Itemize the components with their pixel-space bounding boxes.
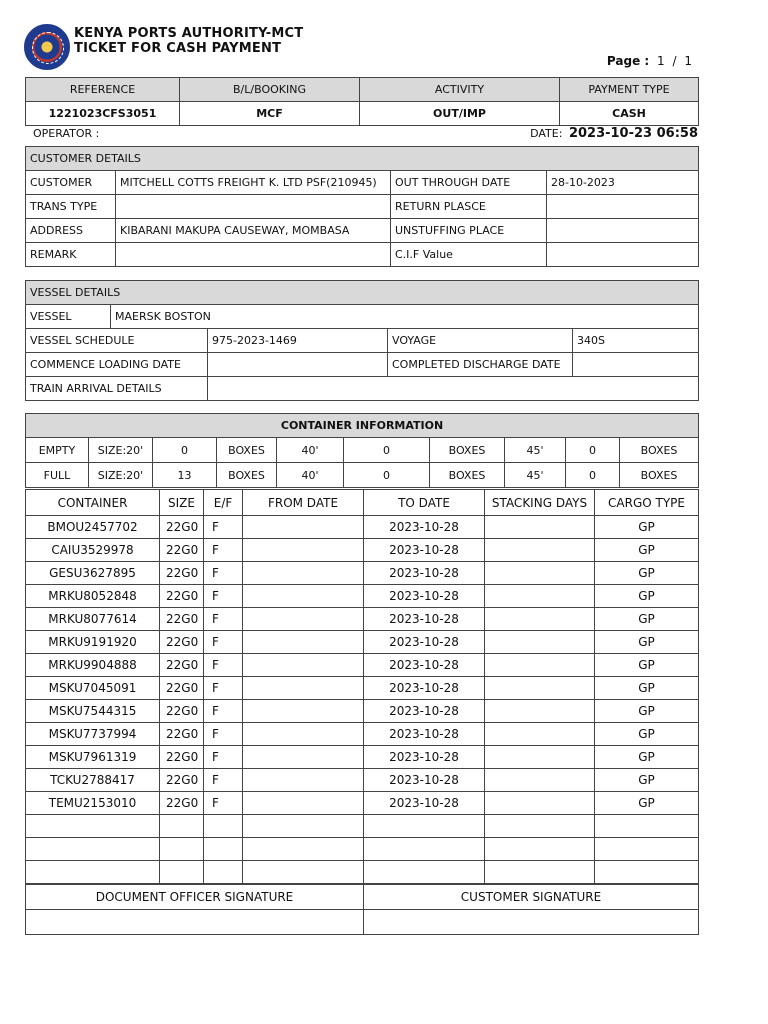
vessel-details-table xyxy=(25,280,699,401)
table-row xyxy=(26,539,699,562)
page-total: 1 xyxy=(684,54,692,68)
cif-value-label: C.I.F Value xyxy=(391,243,547,267)
container-number: MSKU7737994 xyxy=(26,723,160,746)
container-to-date: 2023-10-28 xyxy=(364,516,485,539)
container-number: MRKU9191920 xyxy=(26,631,160,654)
document-officer-signature-field[interactable] xyxy=(26,910,364,935)
container-size: 22G0 xyxy=(160,700,204,723)
container-size xyxy=(160,838,204,861)
completed-discharge-value xyxy=(573,353,699,377)
empty-type-label: EMPTY xyxy=(26,438,89,463)
container-list-table xyxy=(25,489,699,884)
table-row xyxy=(26,516,699,539)
full-boxes-label: BOXES xyxy=(620,463,699,488)
col-stacking-days: STACKING DAYS xyxy=(485,490,595,516)
table-row xyxy=(26,769,699,792)
date-label: DATE: xyxy=(530,127,563,140)
table-row xyxy=(26,562,699,585)
col-from-date: FROM DATE xyxy=(243,490,364,516)
container-number xyxy=(26,838,160,861)
out-through-date-value: 28-10-2023 xyxy=(547,171,699,195)
signature-table xyxy=(25,884,699,935)
container-cargo-type: GP xyxy=(595,746,699,769)
full-size40-label: 40' xyxy=(277,463,344,488)
vessel-value: MAERSK BOSTON xyxy=(111,305,699,329)
container-from-date xyxy=(243,585,364,608)
container-ef: F xyxy=(204,654,243,677)
out-through-date-label: OUT THROUGH DATE xyxy=(391,171,547,195)
reference-value: 1221023CFS3051 xyxy=(26,102,180,126)
container-ef: F xyxy=(204,608,243,631)
container-size: 22G0 xyxy=(160,723,204,746)
empty-count45: 0 xyxy=(566,438,620,463)
train-arrival-value xyxy=(208,377,699,401)
container-cargo-type: GP xyxy=(595,585,699,608)
container-info-summary-table xyxy=(25,413,699,488)
container-ef: F xyxy=(204,723,243,746)
container-ef: F xyxy=(204,562,243,585)
table-row xyxy=(26,723,699,746)
container-ef: F xyxy=(204,585,243,608)
remark-value xyxy=(116,243,391,267)
kpa-logo xyxy=(24,24,70,70)
table-row xyxy=(26,654,699,677)
full-count40: 0 xyxy=(344,463,430,488)
empty-boxes-label: BOXES xyxy=(217,438,277,463)
trans-type-value xyxy=(116,195,391,219)
container-stacking-days xyxy=(485,769,595,792)
container-stacking-days xyxy=(485,838,595,861)
container-from-date xyxy=(243,792,364,815)
container-stacking-days xyxy=(485,677,595,700)
unstuffing-place-value xyxy=(547,219,699,243)
container-number: BMOU2457702 xyxy=(26,516,160,539)
container-cargo-type: GP xyxy=(595,631,699,654)
completed-discharge-label: COMPLETED DISCHARGE DATE xyxy=(388,353,573,377)
container-cargo-type: GP xyxy=(595,654,699,677)
container-number: TEMU2153010 xyxy=(26,792,160,815)
container-size: 22G0 xyxy=(160,539,204,562)
container-to-date xyxy=(364,815,485,838)
empty-boxes-label: BOXES xyxy=(620,438,699,463)
customer-signature-label: CUSTOMER SIGNATURE xyxy=(364,885,699,910)
unstuffing-place-label: UNSTUFFING PLACE xyxy=(391,219,547,243)
activity-value: OUT/IMP xyxy=(360,102,560,126)
container-stacking-days xyxy=(485,723,595,746)
container-size: 22G0 xyxy=(160,562,204,585)
container-stacking-days xyxy=(485,861,595,884)
full-boxes-label: BOXES xyxy=(430,463,505,488)
container-stacking-days xyxy=(485,516,595,539)
container-size: 22G0 xyxy=(160,792,204,815)
container-ef: F xyxy=(204,631,243,654)
customer-details-table xyxy=(25,146,699,267)
container-stacking-days xyxy=(485,631,595,654)
container-from-date xyxy=(243,654,364,677)
container-size: 22G0 xyxy=(160,746,204,769)
container-from-date xyxy=(243,539,364,562)
container-from-date xyxy=(243,861,364,884)
col-ef: E/F xyxy=(204,490,243,516)
container-cargo-type: GP xyxy=(595,723,699,746)
customer-label: CUSTOMER xyxy=(26,171,116,195)
container-size xyxy=(160,861,204,884)
container-to-date: 2023-10-28 xyxy=(364,539,485,562)
empty-count20: 0 xyxy=(153,438,217,463)
container-cargo-type: GP xyxy=(595,562,699,585)
container-cargo-type: GP xyxy=(595,539,699,562)
full-type-label: FULL xyxy=(26,463,89,488)
full-size20-label: SIZE:20' xyxy=(89,463,153,488)
container-size xyxy=(160,815,204,838)
container-from-date xyxy=(243,700,364,723)
container-to-date: 2023-10-28 xyxy=(364,654,485,677)
container-ef: F xyxy=(204,746,243,769)
container-ef: F xyxy=(204,769,243,792)
header-activity: ACTIVITY xyxy=(360,78,560,102)
container-ef: F xyxy=(204,792,243,815)
container-stacking-days xyxy=(485,608,595,631)
customer-value: MITCHELL COTTS FREIGHT K. LTD PSF(210945) xyxy=(116,171,391,195)
operator-label: OPERATOR : xyxy=(33,127,100,140)
container-cargo-type: GP xyxy=(595,700,699,723)
full-count45: 0 xyxy=(566,463,620,488)
container-info-title: CONTAINER INFORMATION xyxy=(26,414,699,438)
commence-loading-value xyxy=(208,353,388,377)
full-size45-label: 45' xyxy=(505,463,566,488)
container-ef: F xyxy=(204,700,243,723)
container-to-date: 2023-10-28 xyxy=(364,792,485,815)
table-row xyxy=(26,608,699,631)
container-ef: F xyxy=(204,677,243,700)
container-rows xyxy=(26,516,699,884)
container-size: 22G0 xyxy=(160,608,204,631)
container-number: MRKU9904888 xyxy=(26,654,160,677)
container-to-date: 2023-10-28 xyxy=(364,677,485,700)
voyage-label: VOYAGE xyxy=(388,329,573,353)
container-cargo-type xyxy=(595,838,699,861)
container-from-date xyxy=(243,838,364,861)
container-number xyxy=(26,815,160,838)
table-row xyxy=(26,677,699,700)
container-number: GESU3627895 xyxy=(26,562,160,585)
container-number: MSKU7961319 xyxy=(26,746,160,769)
page-indicator xyxy=(607,54,692,68)
container-ef: F xyxy=(204,516,243,539)
container-cargo-type: GP xyxy=(595,608,699,631)
commence-loading-label: COMMENCE LOADING DATE xyxy=(26,353,208,377)
document-officer-signature-label: DOCUMENT OFFICER SIGNATURE xyxy=(26,885,364,910)
container-number: TCKU2788417 xyxy=(26,769,160,792)
container-from-date xyxy=(243,677,364,700)
return-place-label: RETURN PLASCE xyxy=(391,195,547,219)
date-line xyxy=(530,126,698,141)
container-to-date: 2023-10-28 xyxy=(364,769,485,792)
empty-count40: 0 xyxy=(344,438,430,463)
table-row xyxy=(26,746,699,769)
bl-booking-value: MCF xyxy=(180,102,360,126)
table-row xyxy=(26,700,699,723)
container-number: MRKU8052848 xyxy=(26,585,160,608)
container-size: 22G0 xyxy=(160,631,204,654)
container-from-date xyxy=(243,815,364,838)
col-to-date: TO DATE xyxy=(364,490,485,516)
payment-type-value: CASH xyxy=(560,102,699,126)
voyage-value: 340S xyxy=(573,329,699,353)
container-from-date xyxy=(243,631,364,654)
container-from-date xyxy=(243,562,364,585)
container-to-date xyxy=(364,861,485,884)
header-bl-booking: B/L/BOOKING xyxy=(180,78,360,102)
col-container: CONTAINER xyxy=(26,490,160,516)
col-size: SIZE xyxy=(160,490,204,516)
container-stacking-days xyxy=(485,585,595,608)
container-to-date: 2023-10-28 xyxy=(364,608,485,631)
container-cargo-type: GP xyxy=(595,677,699,700)
container-stacking-days xyxy=(485,654,595,677)
container-to-date: 2023-10-28 xyxy=(364,631,485,654)
page-current: 1 xyxy=(657,54,665,68)
container-number: MSKU7544315 xyxy=(26,700,160,723)
container-cargo-type: GP xyxy=(595,769,699,792)
container-ef xyxy=(204,861,243,884)
table-row xyxy=(26,631,699,654)
container-cargo-type xyxy=(595,815,699,838)
address-value: KIBARANI MAKUPA CAUSEWAY, MOMBASA xyxy=(116,219,391,243)
container-ef xyxy=(204,815,243,838)
page-separator: / xyxy=(672,54,677,68)
table-row xyxy=(26,792,699,815)
return-place-value xyxy=(547,195,699,219)
container-to-date: 2023-10-28 xyxy=(364,562,485,585)
container-cargo-type xyxy=(595,861,699,884)
vessel-label: VESSEL xyxy=(26,305,111,329)
container-size: 22G0 xyxy=(160,516,204,539)
container-to-date xyxy=(364,838,485,861)
container-from-date xyxy=(243,608,364,631)
table-row xyxy=(26,861,699,884)
vessel-schedule-label: VESSEL SCHEDULE xyxy=(26,329,208,353)
container-size: 22G0 xyxy=(160,769,204,792)
col-cargo-type: CARGO TYPE xyxy=(595,490,699,516)
container-stacking-days xyxy=(485,539,595,562)
container-stacking-days xyxy=(485,792,595,815)
table-row xyxy=(26,585,699,608)
summary-table xyxy=(25,77,699,126)
empty-size40-label: 40' xyxy=(277,438,344,463)
table-row xyxy=(26,838,699,861)
container-cargo-type: GP xyxy=(595,792,699,815)
container-size: 22G0 xyxy=(160,654,204,677)
container-number: MSKU7045091 xyxy=(26,677,160,700)
container-ef: F xyxy=(204,539,243,562)
ticket-title: TICKET FOR CASH PAYMENT xyxy=(74,41,282,56)
container-from-date xyxy=(243,516,364,539)
container-stacking-days xyxy=(485,746,595,769)
container-to-date: 2023-10-28 xyxy=(364,746,485,769)
container-from-date xyxy=(243,746,364,769)
container-stacking-days xyxy=(485,815,595,838)
customer-details-title: CUSTOMER DETAILS xyxy=(26,147,699,171)
container-stacking-days xyxy=(485,700,595,723)
container-ef xyxy=(204,838,243,861)
container-to-date: 2023-10-28 xyxy=(364,585,485,608)
container-number: CAIU3529978 xyxy=(26,539,160,562)
cif-value-value xyxy=(547,243,699,267)
header-reference: REFERENCE xyxy=(26,78,180,102)
table-row xyxy=(26,815,699,838)
remark-label: REMARK xyxy=(26,243,116,267)
full-count20: 13 xyxy=(153,463,217,488)
empty-boxes-label: BOXES xyxy=(430,438,505,463)
container-from-date xyxy=(243,769,364,792)
container-size: 22G0 xyxy=(160,677,204,700)
page-label: Page : xyxy=(606,54,650,68)
header-payment-type: PAYMENT TYPE xyxy=(560,78,699,102)
container-number: MRKU8077614 xyxy=(26,608,160,631)
vessel-details-title: VESSEL DETAILS xyxy=(26,281,699,305)
container-from-date xyxy=(243,723,364,746)
trans-type-label: TRANS TYPE xyxy=(26,195,116,219)
container-cargo-type: GP xyxy=(595,516,699,539)
empty-size20-label: SIZE:20' xyxy=(89,438,153,463)
container-number xyxy=(26,861,160,884)
org-name: KENYA PORTS AUTHORITY-MCT xyxy=(74,26,304,41)
customer-signature-field[interactable] xyxy=(364,910,699,935)
vessel-schedule-value: 975-2023-1469 xyxy=(208,329,388,353)
train-arrival-label: TRAIN ARRIVAL DETAILS xyxy=(26,377,208,401)
address-label: ADDRESS xyxy=(26,219,116,243)
container-stacking-days xyxy=(485,562,595,585)
container-to-date: 2023-10-28 xyxy=(364,723,485,746)
container-to-date: 2023-10-28 xyxy=(364,700,485,723)
empty-size45-label: 45' xyxy=(505,438,566,463)
date-value: 2023-10-23 06:58 xyxy=(568,126,698,141)
full-boxes-label: BOXES xyxy=(217,463,277,488)
container-size: 22G0 xyxy=(160,585,204,608)
